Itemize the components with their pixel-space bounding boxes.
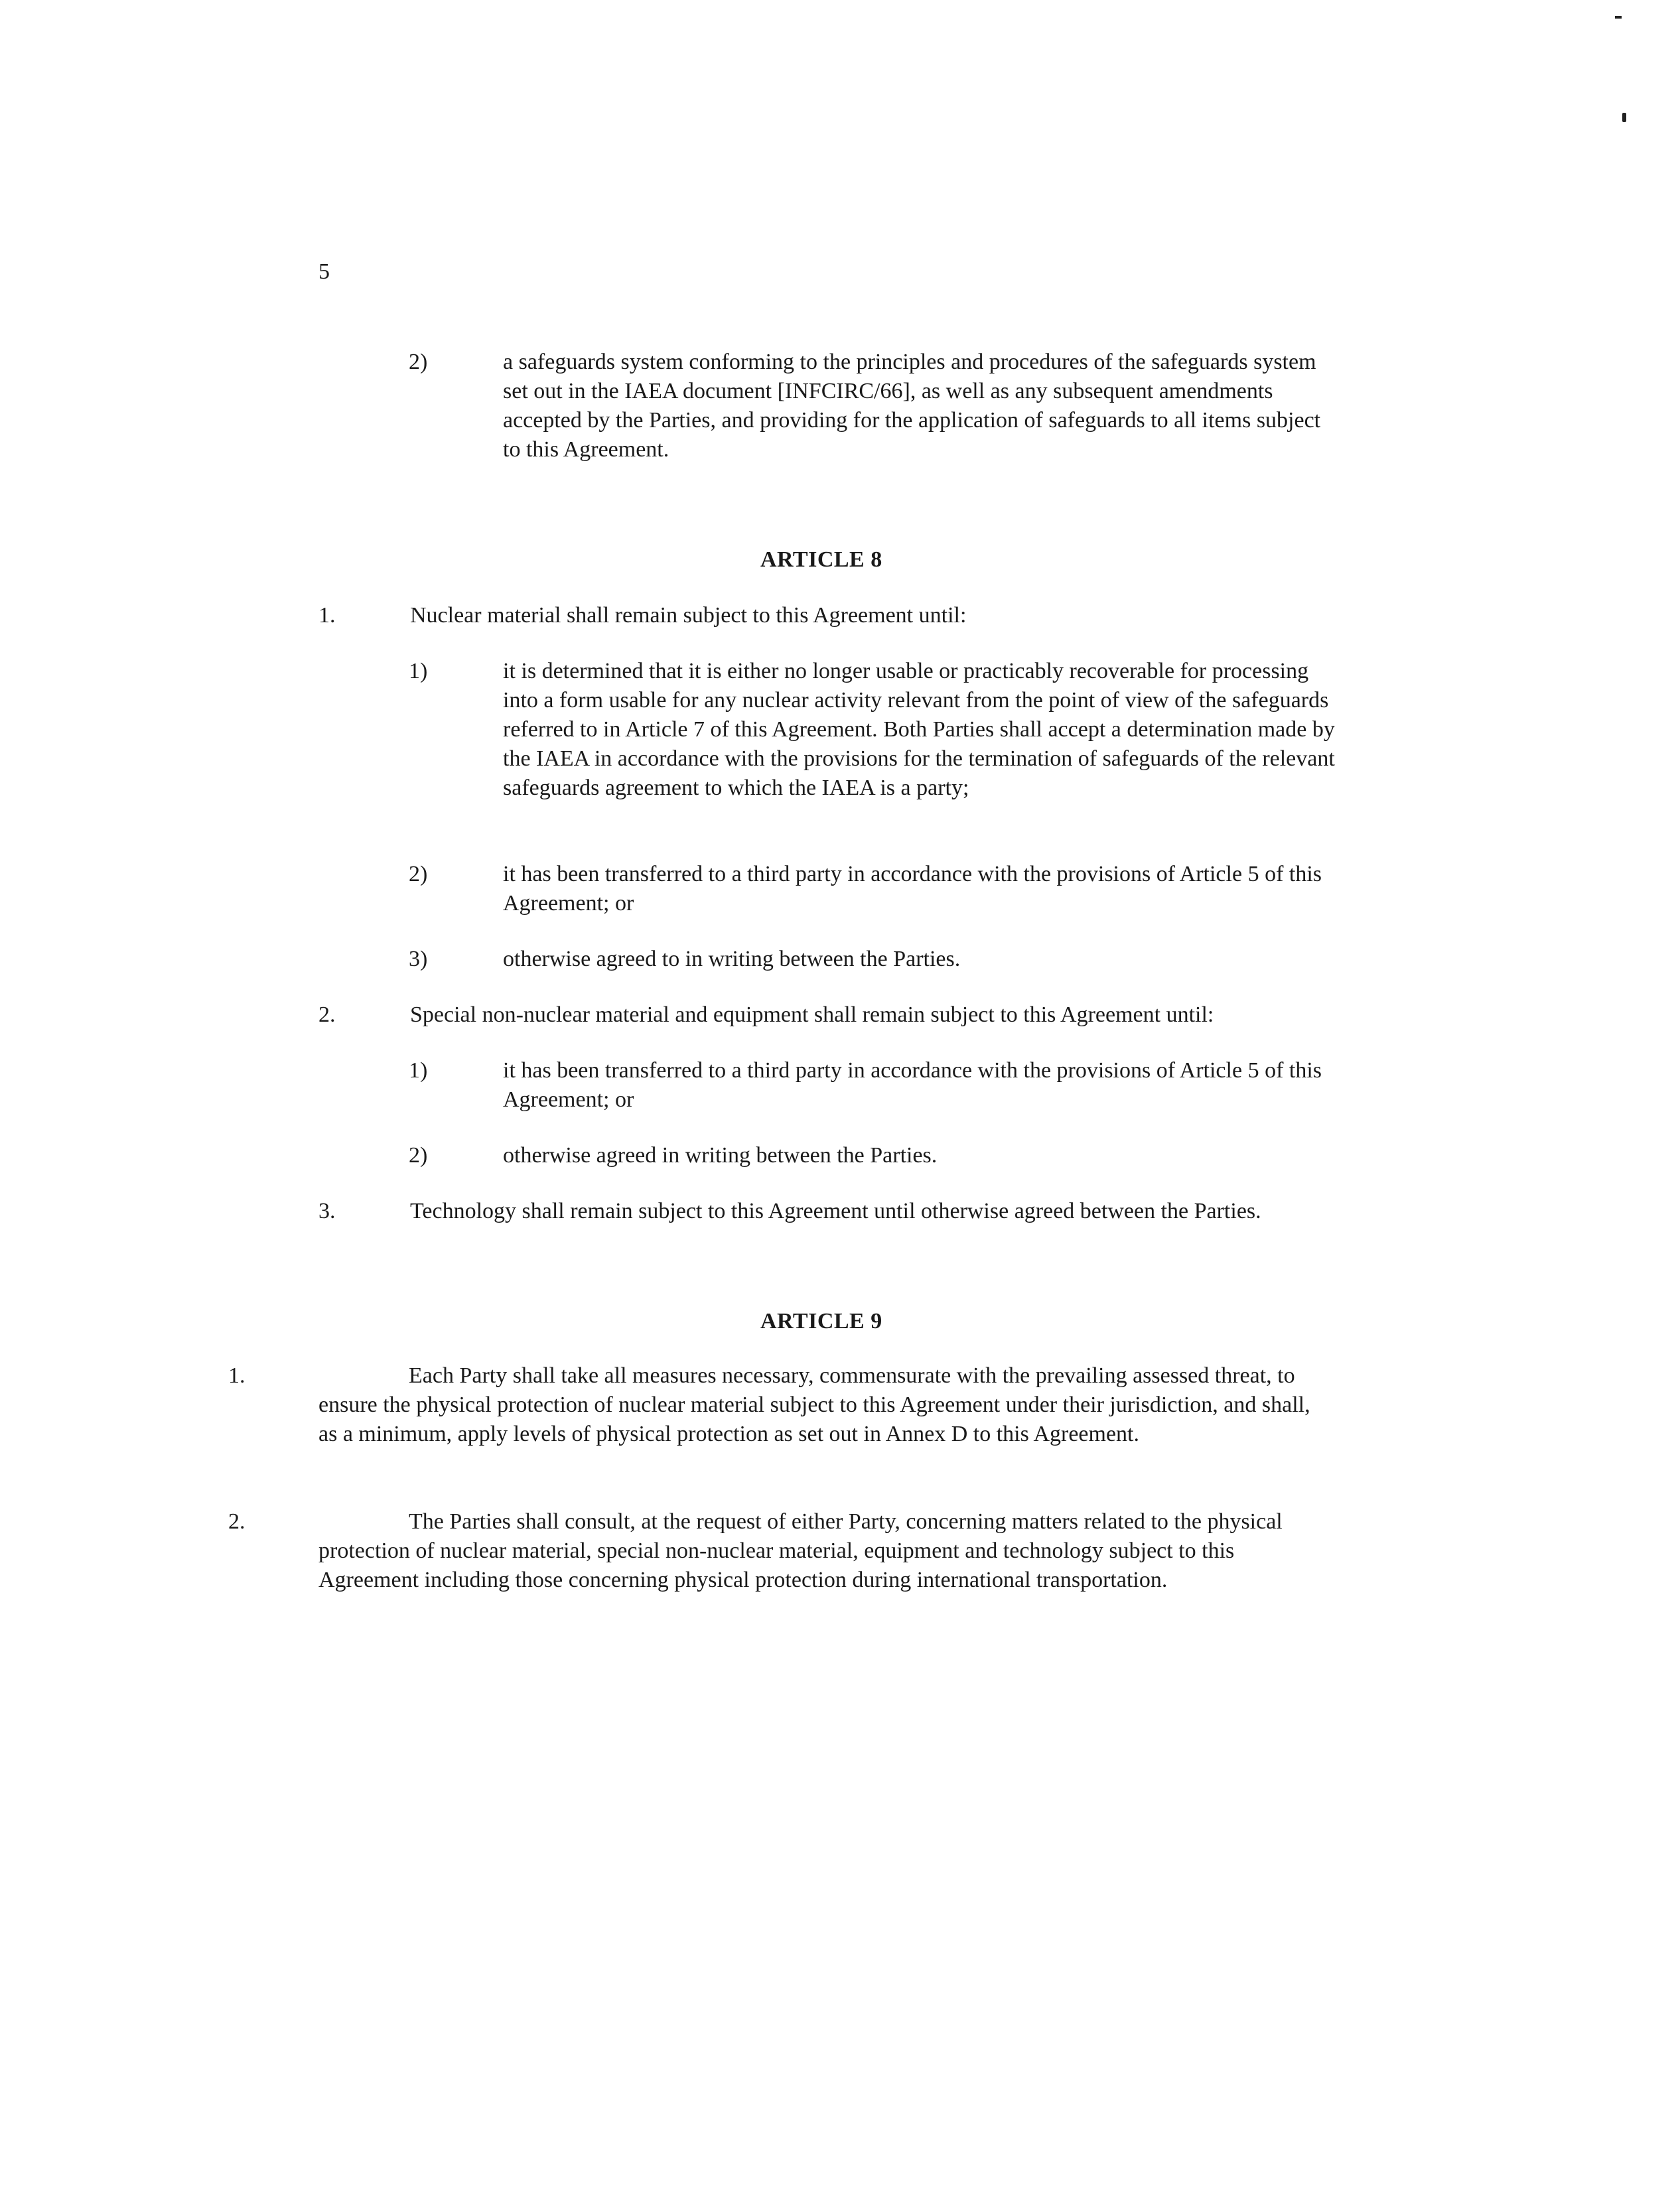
article9-p1-text: Each Party shall take all measures necessary, commensurate with the prevailing assessed threat, to ensure the physical protection of nuclear material subject to this Agreement under their jurisdiction, and shall, as a minimum, apply levels of physical protection as set out in Annex D to this Agreement. [318, 1363, 1310, 1446]
article8-p1-item1-text: it is determined that it is either no longer usable or practicably recoverable for processing into a form usable for any nuclear activity relevant from the point of view of the safeguards referred to in Article 7 of this Agreement. Both Parties shall accept a determination made by the IAEA in accordance with the provisions for the termination of safeguards of the relevant safeguards agreement to which the IAEA is a party; [503, 659, 1335, 800]
article8-p2-text: Special non-nuclear material and equipment shall remain subject to this Agreement until: [410, 1002, 1214, 1027]
article8-p1-number: 1. [318, 603, 336, 628]
article9-p2-number: 2. [228, 1509, 245, 1534]
item-text: a safeguards system conforming to the principles and procedures of the safeguards system set out in the IAEA document [INFCIRC/66], as well as any subsequent amendments accepted by the Parties, and providing for the application of safeguards to all items subject to this Agreement. [503, 350, 1321, 462]
article8-p1-item3-marker: 3) [409, 947, 428, 971]
article8-p3-text: Technology shall remain subject to this Agreement until otherwise agreed between the Parties. [410, 1199, 1261, 1223]
article8-p2-item2-marker: 2) [409, 1143, 428, 1168]
article9-p2-text: The Parties shall consult, at the request of either Party, concerning matters related to the physical protection of nuclear material, special non-nuclear material, equipment and technology subject to this Agreement including those concerning physical protection during international transportation. [318, 1509, 1283, 1592]
article8-p3-number: 3. [318, 1199, 336, 1223]
scan-speck [1615, 16, 1622, 19]
article8-p1-item3-text: otherwise agreed to in writing between the Parties. [503, 947, 961, 971]
page-number: 5 [318, 259, 330, 284]
article8-heading: ARTICLE 8 [760, 547, 882, 572]
article8-p1-item2-text: it has been transferred to a third party in accordance with the provisions of Article 5 of this Agreement; or [503, 862, 1322, 916]
article8-p1-text: Nuclear material shall remain subject to this Agreement until: [410, 603, 967, 628]
article8-p1-item2-marker: 2) [409, 862, 428, 886]
article8-p2-number: 2. [318, 1002, 336, 1027]
article8-p1-item1-marker: 1) [409, 659, 428, 683]
article9-p1-number: 1. [228, 1363, 245, 1388]
scan-speck [1622, 113, 1626, 122]
article8-p2-item1-marker: 1) [409, 1058, 428, 1083]
article8-p2-item1-text: it has been transferred to a third party in accordance with the provisions of Article 5 of this Agreement; or [503, 1058, 1322, 1112]
article9-p1 [228, 1361, 1334, 1449]
article8-p2-item2-text: otherwise agreed in writing between the Parties. [503, 1143, 938, 1168]
article9-heading: ARTICLE 9 [760, 1309, 882, 1333]
article9-p2 [228, 1507, 1334, 1595]
item-marker: 2) [409, 350, 428, 374]
